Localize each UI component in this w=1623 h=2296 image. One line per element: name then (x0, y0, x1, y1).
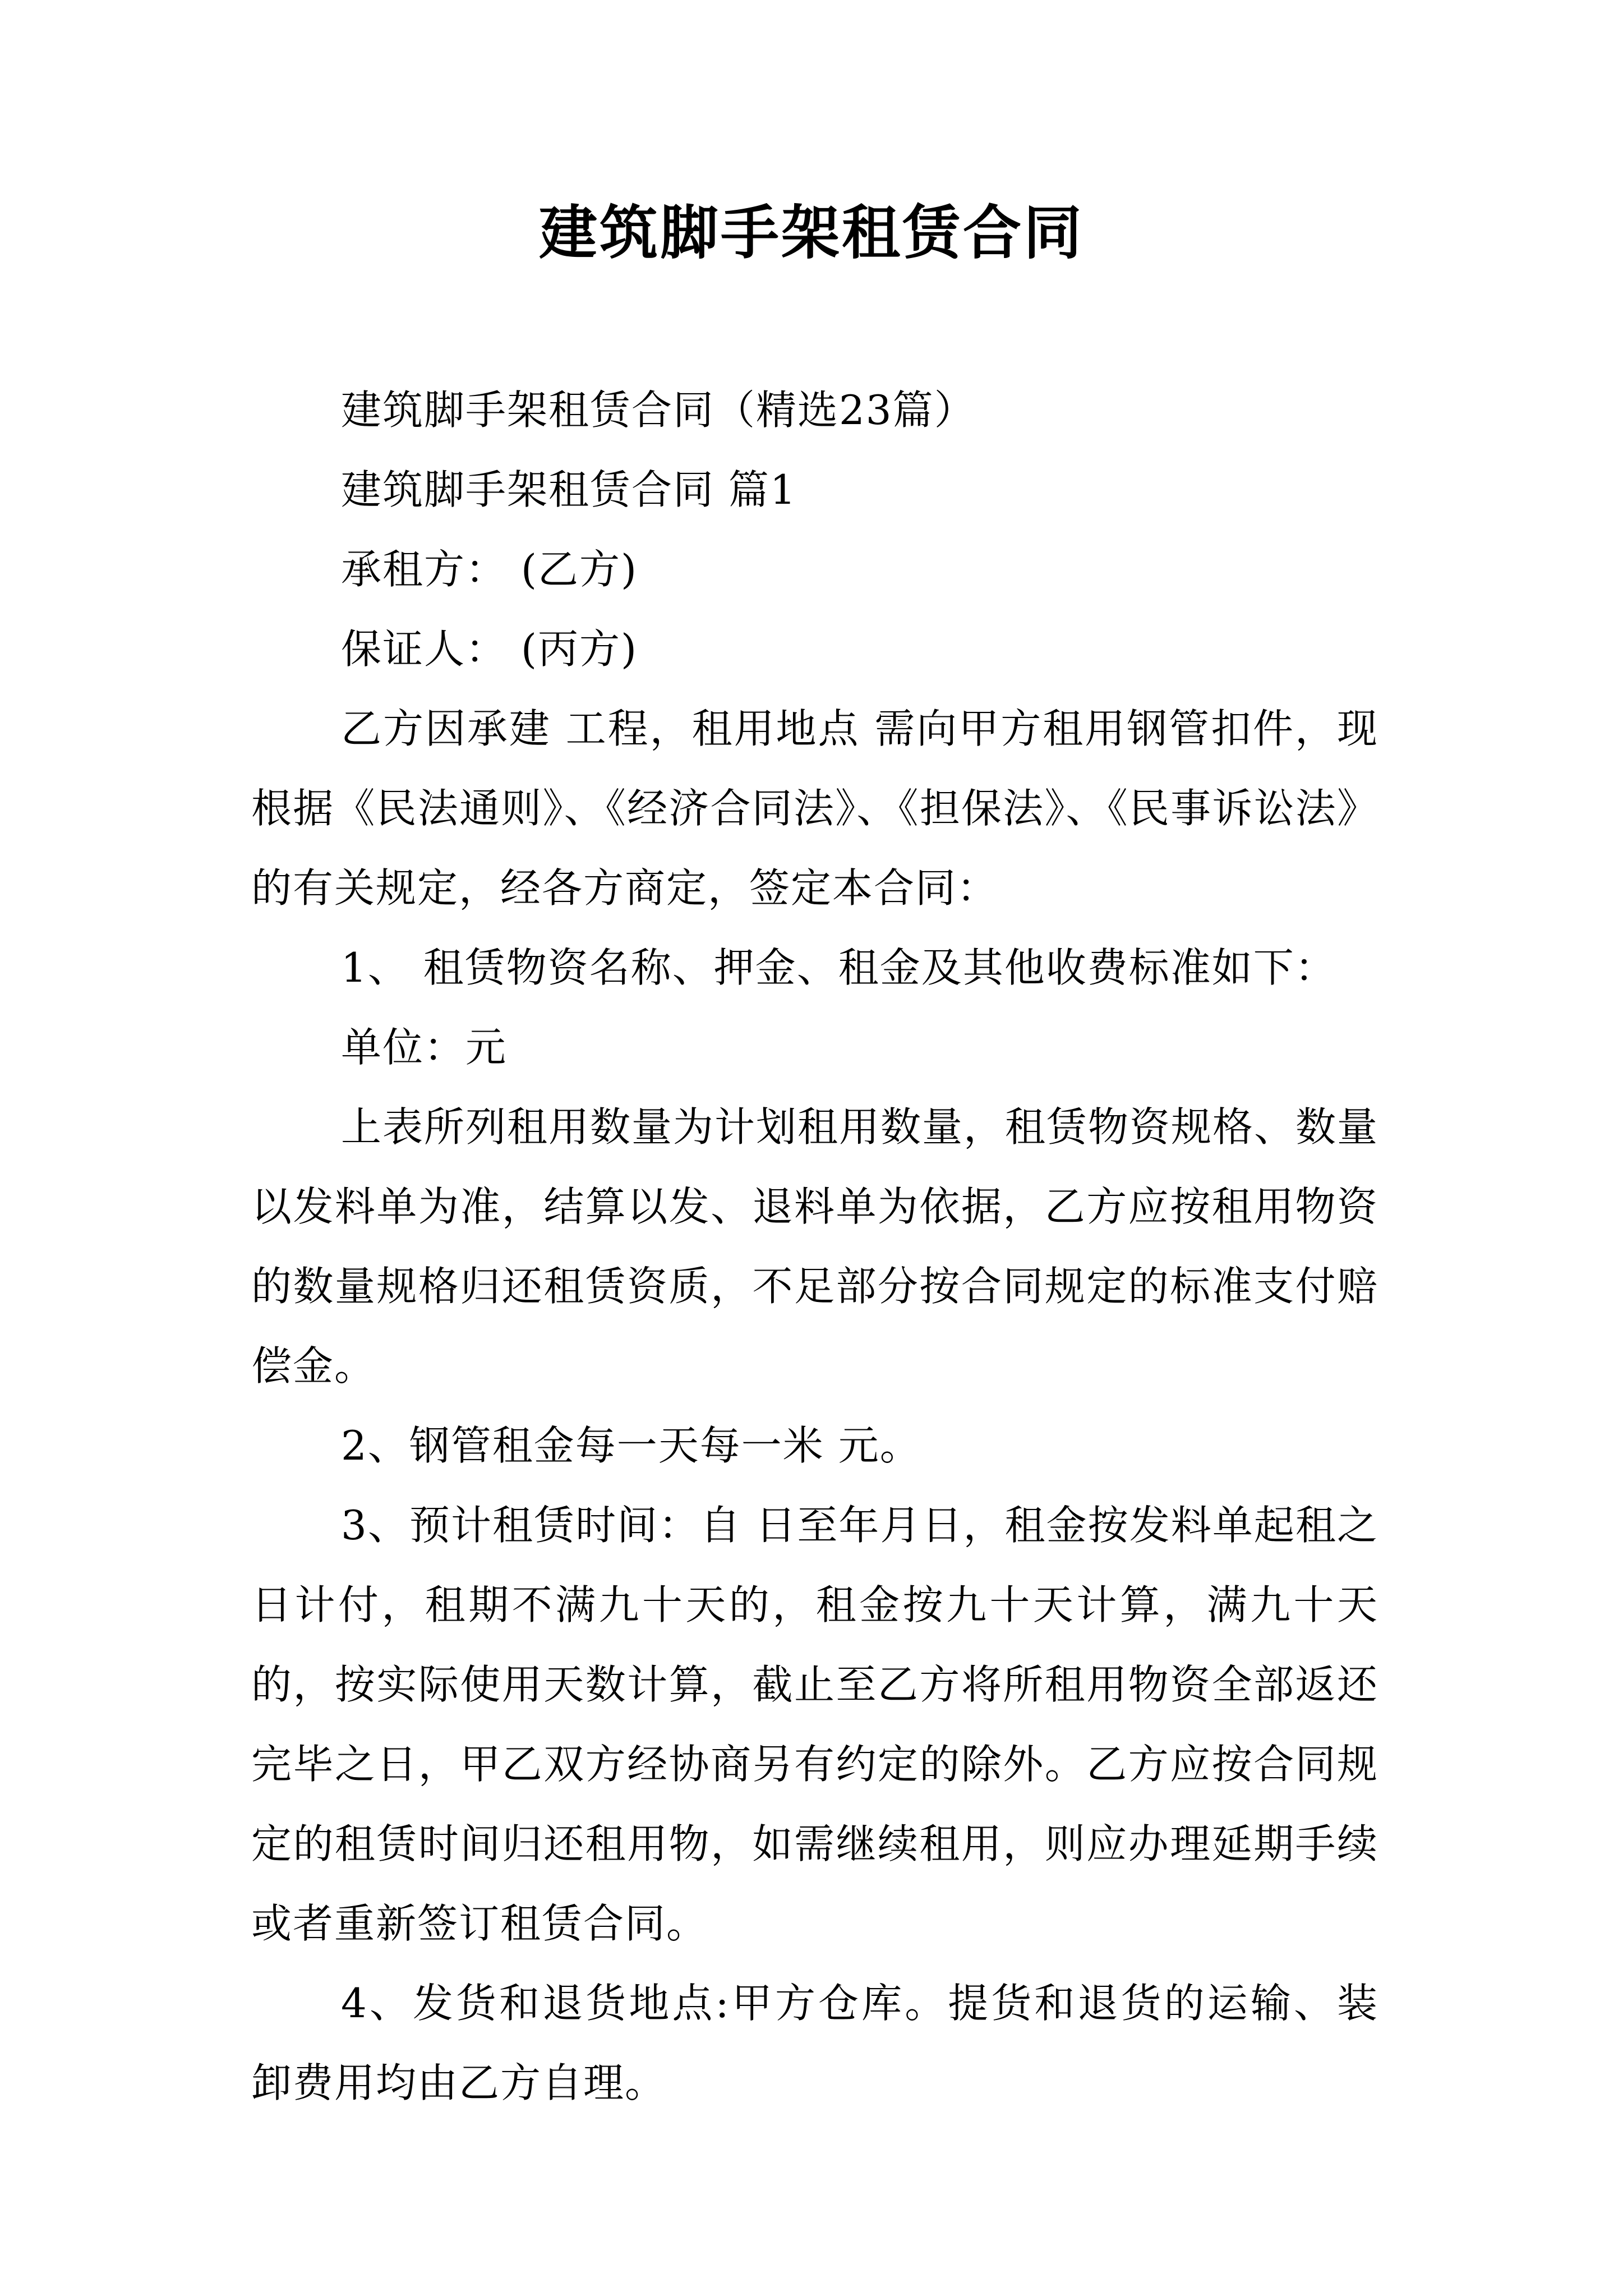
lessee-line: 承租方： (乙方) (341, 546, 638, 593)
clause-1: 1、 租赁物资名称、押金、租金及其他收费标准如下： (341, 944, 1336, 991)
clause-3: 3、预计租赁时间：自 日至年月日，租金按发料单起租之日计付，租期不满九十天的，租金按九十天计算，满九十天的，按实际使用天数计算，截止至乙方将所租用物资全部返还完毕之日，甲乙双方经协商另有约定的除外。乙方应按合同规定的租赁时间归还租用物，如需继续租用，则应办理延期手续或者重新签订租赁合同。 (251, 1502, 1378, 1947)
document-body (251, 370, 1378, 2123)
section-heading: 建筑脚手架租赁合同 篇1 (341, 466, 797, 513)
unit-line: 单位：元 (341, 1024, 508, 1071)
clause-4: 4、发货和退货地点:甲方仓库。提货和退货的运输、装卸费用均由乙方自理。 (251, 1980, 1378, 2106)
guarantor-line: 保证人： (丙方) (341, 625, 638, 673)
quantity-paragraph: 上表所列租用数量为计划租用数量，租赁物资规格、数量以发料单为准，结算以发、退料单为依据，乙方应按租用物资的数量规格归还租赁资质，不足部分按合同规定的标准支付赔偿金。 (251, 1103, 1379, 1389)
clause-2: 2、钢管租金每一天每一米 元。 (341, 1422, 921, 1469)
document-title: 建筑脚手架租赁合同 (538, 199, 1084, 267)
intro-paragraph: 乙方因承建 工程，租用地点 需向甲方租用钢管扣件，现根据《民法通则》、《经济合同法》、《担保法》、《民事诉讼法》的有关规定，经各方商定，签定本合同： (251, 705, 1378, 912)
doc-subtitle: 建筑脚手架租赁合同（精选23篇） (341, 386, 976, 434)
